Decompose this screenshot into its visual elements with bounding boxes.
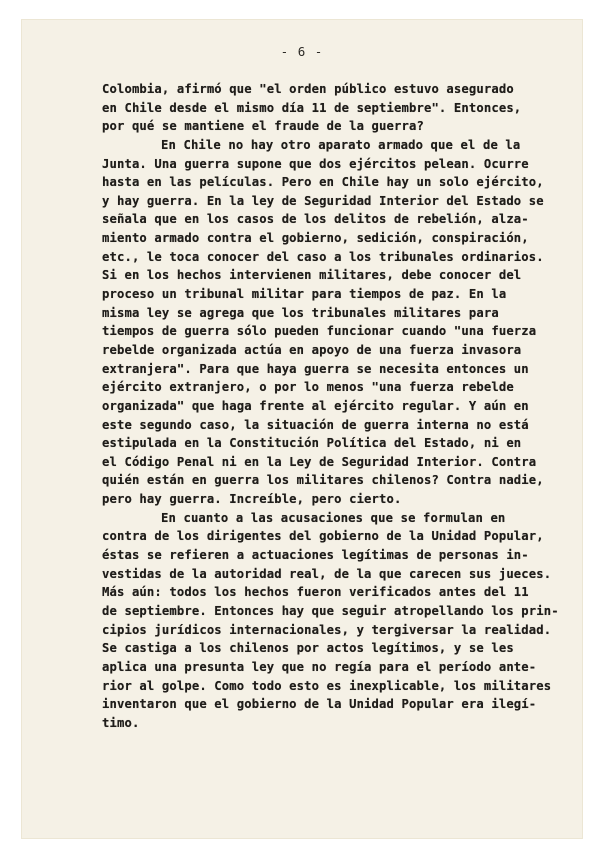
document-page bbox=[22, 20, 582, 838]
text-line: extranjera". Para que haya guerra se necesita entonces un bbox=[102, 361, 529, 376]
text-line: señala que en los casos de los delitos de rebelión, alza- bbox=[102, 212, 529, 227]
text-line: organizada" que haga frente al ejército regular. Y aún en bbox=[102, 398, 529, 413]
text-line: el Código Penal ni en la Ley de Seguridad Interior. Contra bbox=[102, 454, 537, 469]
text-line: cipios jurídicos internacionales, y tergiversar la realidad. bbox=[102, 622, 552, 637]
text-line: quién están en guerra los militares chilenos? Contra nadie, bbox=[102, 473, 544, 488]
text-line: rebelde organizada actúa en apoyo de una fuerza invasora bbox=[102, 342, 522, 357]
text-line: de septiembre. Entonces hay que seguir atropellando los prin- bbox=[102, 603, 559, 618]
text-line: y hay guerra. En la ley de Seguridad Interior del Estado se bbox=[102, 193, 544, 208]
text-line: este segundo caso, la situación de guerra interna no está bbox=[102, 417, 529, 432]
text-line: inventaron que el gobierno de la Unidad Popular era ilegí- bbox=[102, 697, 537, 712]
text-line: hasta en las películas. Pero en Chile hay un solo ejército, bbox=[102, 175, 544, 190]
text-line: etc., le toca conocer del caso a los tribunales ordinarios. bbox=[102, 249, 544, 264]
text-line: Junta. Una guerra supone que dos ejércitos pelean. Ocurre bbox=[102, 156, 529, 171]
text-line: Más aún: todos los hechos fueron verificados antes del 11 bbox=[102, 585, 529, 600]
text-line: Si en los hechos intervienen militares, debe conocer del bbox=[102, 268, 522, 283]
text-line: En Chile no hay otro aparato armado que el de la bbox=[161, 137, 521, 152]
text-line: Colombia, afirmó que "el orden público estuvo asegurado bbox=[102, 82, 514, 96]
text-line: proceso un tribunal militar para tiempos de paz. En la bbox=[102, 287, 507, 302]
page-number: - 6 - bbox=[280, 44, 324, 59]
text-line: éstas se refieren a actuaciones legítimas de personas in- bbox=[102, 548, 529, 563]
text-line: miento armado contra el gobierno, sedición, conspiración, bbox=[102, 231, 529, 246]
text-line: tiempos de guerra sólo pueden funcionar cuando "una fuerza bbox=[102, 324, 537, 339]
text-line: estipulada en la Constitución Política del Estado, ni en bbox=[102, 436, 522, 451]
text-line: rior al golpe. Como todo esto es inexplicable, los militares bbox=[102, 678, 552, 693]
text-line: timo. bbox=[102, 715, 140, 730]
text-line: por qué se mantiene el fraude de la guerra? bbox=[102, 119, 424, 134]
text-line: Se castiga a los chilenos por actos legítimos, y se les bbox=[102, 641, 514, 656]
text-line: en Chile desde el mismo día 11 de septiembre". Entonces, bbox=[102, 100, 522, 115]
document-body bbox=[102, 80, 559, 732]
text-line: ejército extranjero, o por lo menos "una fuerza rebelde bbox=[102, 380, 514, 395]
text-line: contra de los dirigentes del gobierno de la Unidad Popular, bbox=[102, 529, 544, 544]
text-line: En cuanto a las acusaciones que se formulan en bbox=[161, 510, 506, 525]
text-line: vestidas de la autoridad real, de la que carecen sus jueces. bbox=[102, 566, 552, 581]
text-line: pero hay guerra. Increíble, pero cierto. bbox=[102, 492, 402, 507]
text-line: aplica una presunta ley que no regía para el período ante- bbox=[102, 659, 537, 674]
text-line: misma ley se agrega que los tribunales militares para bbox=[102, 305, 499, 320]
